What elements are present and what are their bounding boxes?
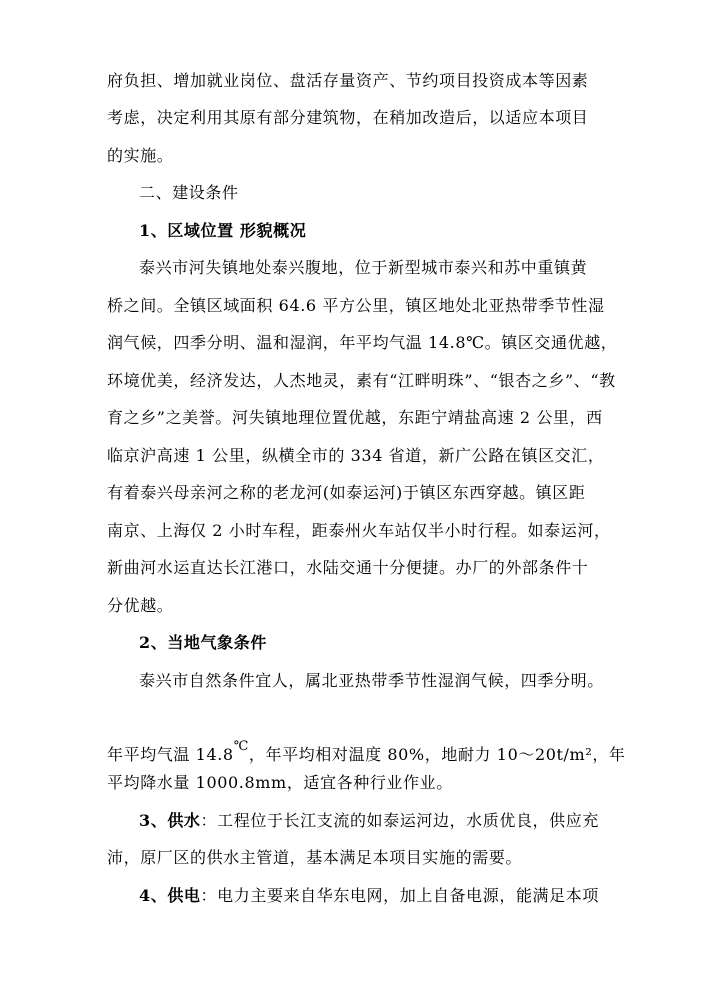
paragraph-line: 环境优美，经济发达，人杰地灵，素有“江畔明珠”、“银杏之乡”、“教 — [107, 371, 616, 390]
climate-text-before: 年平均气温 14.8 — [107, 745, 234, 764]
paragraph-line: 南京、上海仅 2 小时车程，距泰州火车站仅半小时行程。如泰运河， — [107, 521, 611, 540]
water-supply-label: 3、供水 — [139, 811, 201, 830]
subsection-heading: 1、区域位置 形貌概况 — [139, 221, 307, 240]
paragraph-line: 府负担、增加就业岗位、盘活存量资产、节约项目投资成本等因素 — [107, 71, 589, 90]
paragraph-line: 新曲河水运直达长江港口，水陆交通十分便捷。办厂的外部条件十 — [107, 558, 589, 577]
power-supply-line — [139, 886, 634, 906]
water-supply-line — [139, 811, 634, 831]
section-heading: 二、建设条件 — [139, 183, 239, 202]
climate-line — [107, 737, 626, 765]
water-supply-text: ：工程位于长江支流的如泰运河边，水质优良，供应充 — [200, 811, 599, 830]
paragraph-line: 泰兴市自然条件宜人，属北亚热带季节性湿润气候，四季分明。 — [139, 671, 604, 690]
paragraph-line: 有着泰兴母亲河之称的老龙河(如泰运河)于镇区东西穿越。镇区距 — [107, 483, 586, 502]
paragraph-line: 考虑，决定利用其原有部分建筑物，在稍加改造后，以适应本项目 — [107, 108, 589, 127]
paragraph-line: 润气候，四季分明、温和湿润，年平均气温 14.8℃。镇区交通优越， — [107, 333, 618, 352]
climate-text-after: ，年平均相对温度 80%，地耐力 10～20t/m²，年 — [248, 745, 626, 764]
paragraph-line: 育之乡”之美誉。河失镇地理位置优越，东距宁靖盐高速 2 公里，西 — [107, 408, 603, 427]
subsection-heading: 2、当地气象条件 — [139, 633, 267, 652]
celsius-superscript: ℃ — [233, 739, 249, 754]
paragraph-line: 平均降水量 1000.8mm，适宜各种行业作业。 — [107, 773, 453, 792]
paragraph-line: 沛，原厂区的供水主管道，基本满足本项目实施的需要。 — [107, 848, 523, 867]
power-supply-label: 4、供电 — [139, 886, 201, 905]
paragraph-line: 分优越。 — [107, 596, 174, 615]
paragraph-line: 临京沪高速 1 公里，纵横全市的 334 省道，新广公路在镇区交汇， — [107, 446, 605, 465]
paragraph-line: 的实施。 — [107, 146, 174, 165]
paragraph-line: 桥之间。全镇区域面积 64.6 平方公里，镇区地处北亚热带季节性湿 — [107, 296, 605, 315]
power-supply-text: ：电力主要来自华东电网，加上自备电源，能满足本项 — [200, 886, 599, 905]
paragraph-line: 泰兴市河失镇地处泰兴腹地，位于新型城市泰兴和苏中重镇黄 — [139, 258, 588, 277]
